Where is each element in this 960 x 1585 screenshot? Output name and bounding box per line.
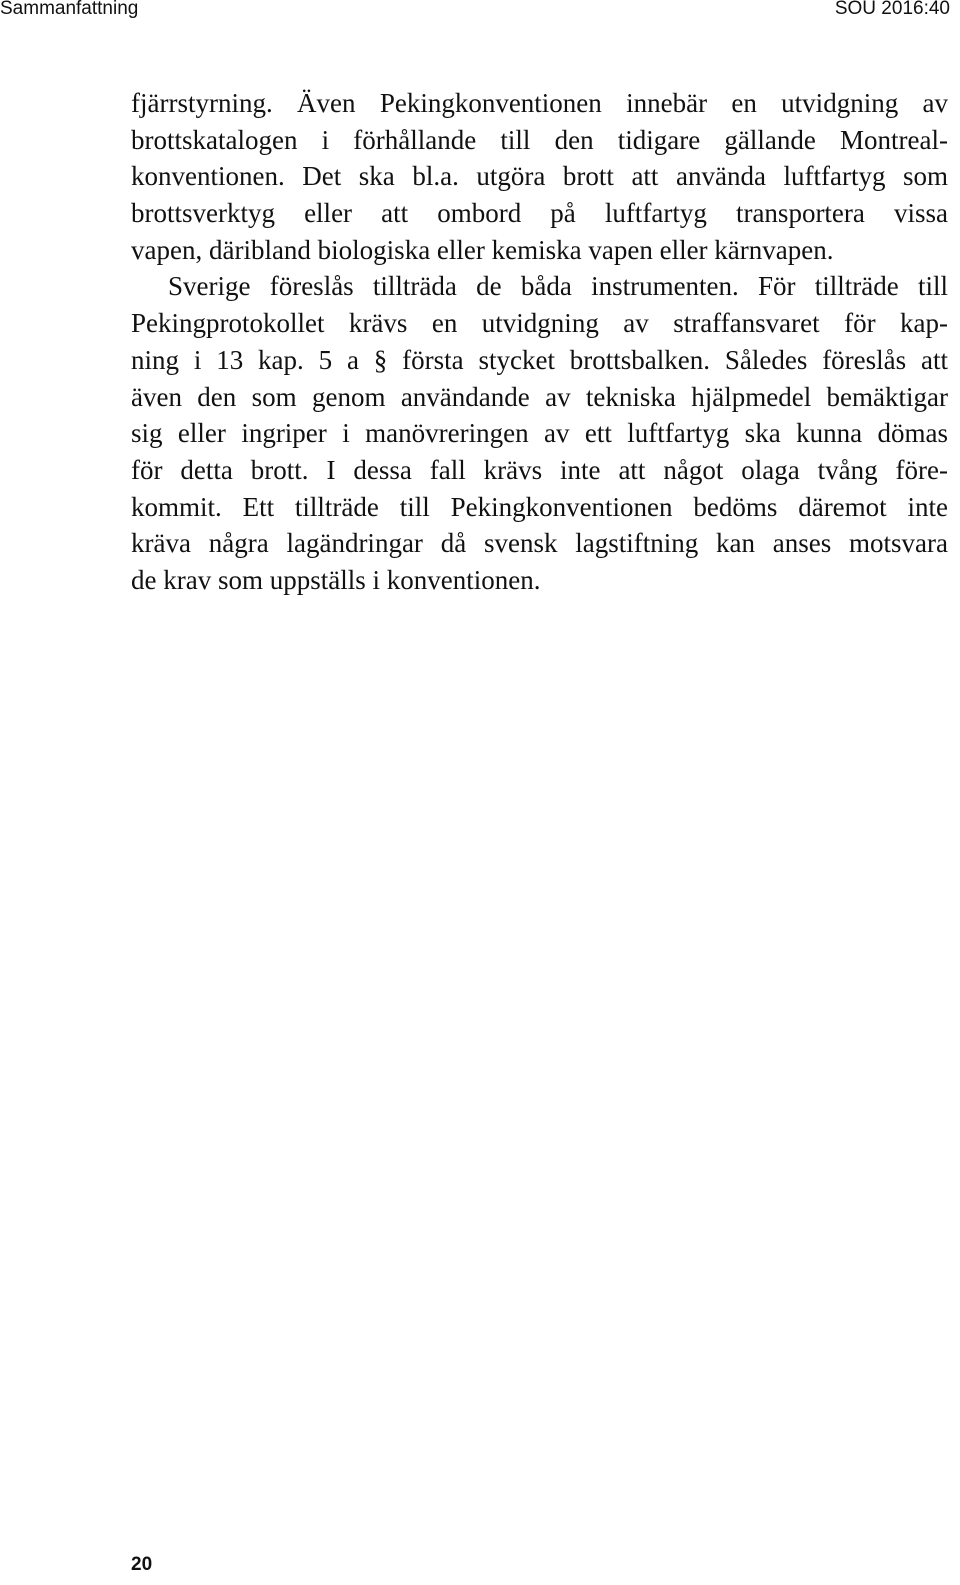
text-line: de krav som uppställs i konventionen. <box>131 564 541 595</box>
text-line: brottsverktyg eller att ombord på luftfartyg transportera vissa <box>131 198 948 229</box>
text-line: för detta brott. I dessa fall krävs inte att något olaga tvång före- <box>131 454 948 485</box>
text-line: fjärrstyrning. Även Pekingkonventionen innebär en utvidgning av <box>131 88 948 118</box>
text-line: konventionen. Det ska bl.a. utgöra brott att använda luftfartyg som <box>131 161 948 192</box>
running-header-section: Sammanfattning <box>0 0 139 19</box>
running-header-report-id: SOU 2016:40 <box>834 0 950 19</box>
text-line: även den som genom användande av tekniska hjälpmedel bemäktigar <box>131 381 948 412</box>
text-line: Sverige föreslås tillträda de båda instrumenten. För tillträde till <box>168 271 948 302</box>
text-line: ning i 13 kap. 5 a § första stycket brottsbalken. Således föreslås att <box>131 344 948 375</box>
text-line: kommit. Ett tillträde till Pekingkonventionen bedöms däremot inte <box>131 491 948 522</box>
text-line: brottskatalogen i förhållande till den tidigare gällande Montreal- <box>131 124 948 155</box>
text-line: sig eller ingriper i manövreringen av ett luftfartyg ska kunna dömas <box>131 418 948 449</box>
page-number: 20 <box>131 1554 153 1575</box>
text-line: kräva några lagändringar då svensk lagstiftning kan anses motsvara <box>131 528 948 559</box>
summary-body-text <box>131 85 948 599</box>
text-line: Pekingprotokollet krävs en utvidgning av straffansvaret för kap- <box>131 308 948 339</box>
text-line: vapen, däribland biologiska eller kemiska vapen eller kärnvapen. <box>131 234 834 265</box>
page-header <box>0 0 960 22</box>
